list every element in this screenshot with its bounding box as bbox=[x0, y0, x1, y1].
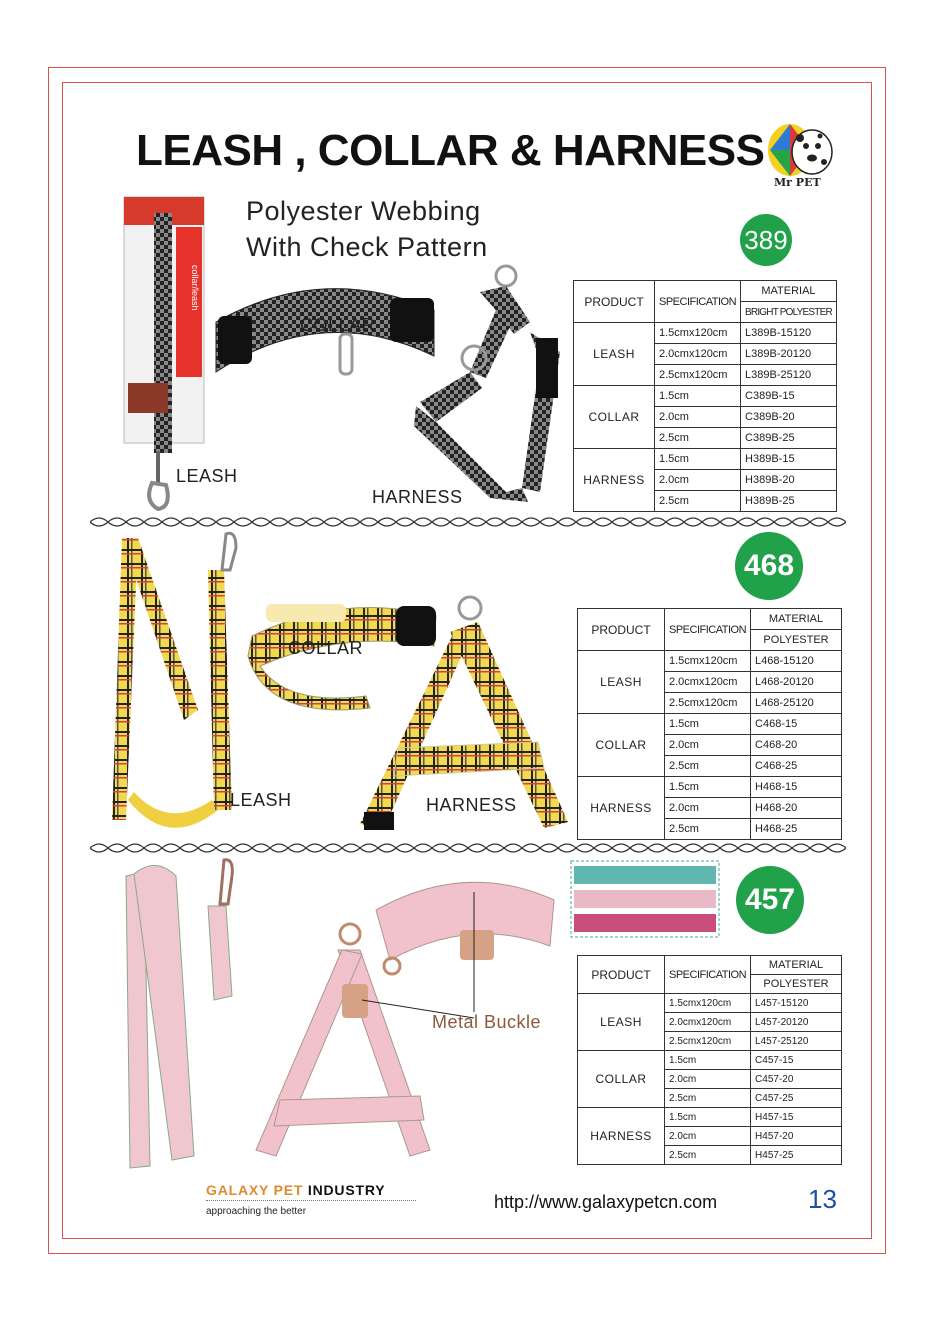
table-row bbox=[578, 1051, 842, 1070]
table-cell: C457-25 bbox=[751, 1089, 842, 1108]
table-cell: 2.0cm bbox=[665, 1127, 751, 1146]
section1-spec-table bbox=[573, 280, 837, 512]
table3-product-collar: COLLAR bbox=[578, 1051, 665, 1108]
table3-header-material: MATERIAL bbox=[751, 956, 842, 975]
section3-badge: 457 bbox=[736, 866, 804, 934]
table-cell: H468-15 bbox=[751, 777, 842, 798]
section2-collar-label: COLLAR bbox=[288, 638, 364, 658]
table-cell: 2.0cm bbox=[655, 470, 741, 491]
table-cell: 2.0cmx120cm bbox=[665, 672, 751, 693]
section3-buckle-label: Metal Buckle bbox=[432, 1012, 542, 1032]
table3-header-spec: SPECIFICATION bbox=[665, 956, 751, 994]
section1-collar-label: COLLAR bbox=[300, 315, 376, 335]
table-cell: 2.0cm bbox=[665, 1070, 751, 1089]
table2-product-collar: COLLAR bbox=[578, 714, 665, 777]
table1-header-material-sub: BRIGHT POLYESTER bbox=[741, 302, 837, 323]
table-cell: H389B-20 bbox=[741, 470, 837, 491]
table-cell: 2.0cmx120cm bbox=[665, 1013, 751, 1032]
logo-text: Mr PET bbox=[774, 176, 821, 189]
table-cell: 2.5cm bbox=[665, 1089, 751, 1108]
table-cell: H468-25 bbox=[751, 819, 842, 840]
section3-harness-image bbox=[250, 920, 440, 1160]
table1-product-harness: HARNESS bbox=[574, 449, 655, 512]
table2-header-material: MATERIAL bbox=[751, 609, 842, 630]
section1-subtitle-line1: Polyester Webbing bbox=[246, 196, 481, 226]
table-row bbox=[578, 1108, 842, 1127]
table-cell: 2.0cmx120cm bbox=[655, 344, 741, 365]
table2-header-product: PRODUCT bbox=[578, 609, 665, 651]
table-cell: C389B-15 bbox=[741, 386, 837, 407]
section2-leash-image bbox=[108, 530, 248, 836]
table-row bbox=[574, 449, 837, 470]
table-cell: L389B-20120 bbox=[741, 344, 837, 365]
section1-subtitle-line2: With Check Pattern bbox=[246, 232, 488, 262]
table-cell: 2.5cm bbox=[665, 819, 751, 840]
table-row bbox=[578, 651, 842, 672]
table-cell: L468-15120 bbox=[751, 651, 842, 672]
package-brand-text: collar/leash bbox=[190, 265, 200, 311]
table-cell: 1.5cm bbox=[665, 777, 751, 798]
table-cell: C389B-20 bbox=[741, 407, 837, 428]
table-row bbox=[574, 323, 837, 344]
table-cell: 1.5cmx120cm bbox=[665, 651, 751, 672]
table1-header-product: PRODUCT bbox=[574, 281, 655, 323]
footer-brand-orange: GALAXY PET bbox=[206, 1182, 304, 1198]
table1-header-spec: SPECIFICATION bbox=[655, 281, 741, 323]
table-cell: 2.5cmx120cm bbox=[665, 693, 751, 714]
page-number: 13 bbox=[808, 1184, 837, 1214]
table-cell: H389B-15 bbox=[741, 449, 837, 470]
section2-leash-label: LEASH bbox=[230, 790, 292, 810]
footer-url[interactable]: http://www.galaxypetcn.com bbox=[494, 1192, 718, 1212]
buckle-pointer-line bbox=[468, 892, 482, 1012]
table2-product-harness: HARNESS bbox=[578, 777, 665, 840]
section2-harness-label: HARNESS bbox=[426, 795, 517, 815]
table-cell: 1.5cmx120cm bbox=[655, 323, 741, 344]
table-cell: L457-20120 bbox=[751, 1013, 842, 1032]
table-cell: 2.5cmx120cm bbox=[655, 365, 741, 386]
table-cell: 1.5cm bbox=[665, 714, 751, 735]
section-divider bbox=[90, 842, 846, 854]
table-cell: L389B-15120 bbox=[741, 323, 837, 344]
table-row bbox=[578, 777, 842, 798]
table-cell: 1.5cmx120cm bbox=[665, 994, 751, 1013]
table-cell: 2.5cm bbox=[665, 756, 751, 777]
table3-header-product: PRODUCT bbox=[578, 956, 665, 994]
table3-header-material-sub: POLYESTER bbox=[751, 975, 842, 994]
table-cell: L468-25120 bbox=[751, 693, 842, 714]
table2-header-material-sub: POLYESTER bbox=[751, 630, 842, 651]
table-cell: 1.5cm bbox=[655, 386, 741, 407]
table-cell: 2.0cm bbox=[655, 407, 741, 428]
table-cell: 2.5cmx120cm bbox=[665, 1032, 751, 1051]
table-cell: H457-15 bbox=[751, 1108, 842, 1127]
table-cell: C468-25 bbox=[751, 756, 842, 777]
section2-badge: 468 bbox=[735, 532, 803, 600]
table-cell: L457-25120 bbox=[751, 1032, 842, 1051]
table2-product-leash: LEASH bbox=[578, 651, 665, 714]
table-cell: H389B-25 bbox=[741, 491, 837, 512]
table-cell: L389B-25120 bbox=[741, 365, 837, 386]
table2-header-spec: SPECIFICATION bbox=[665, 609, 751, 651]
table-cell: 1.5cm bbox=[665, 1051, 751, 1070]
footer-brand bbox=[206, 1182, 385, 1198]
section1-badge: 389 bbox=[740, 214, 792, 266]
table-cell: 1.5cm bbox=[655, 449, 741, 470]
table-cell: 1.5cm bbox=[665, 1108, 751, 1127]
table-cell: 2.5cm bbox=[655, 428, 741, 449]
section3-spec-table bbox=[577, 955, 842, 1165]
table-cell: C457-20 bbox=[751, 1070, 842, 1089]
section1-harness-label: HARNESS bbox=[372, 487, 463, 507]
table-cell: C468-20 bbox=[751, 735, 842, 756]
table-cell: H457-20 bbox=[751, 1127, 842, 1146]
table1-product-leash: LEASH bbox=[574, 323, 655, 386]
table-cell: 2.5cm bbox=[655, 491, 741, 512]
section1-leash-label: LEASH bbox=[176, 466, 238, 486]
table-cell: L468-20120 bbox=[751, 672, 842, 693]
footer-brand-black: INDUSTRY bbox=[307, 1182, 386, 1198]
table-cell: C468-15 bbox=[751, 714, 842, 735]
table3-product-leash: LEASH bbox=[578, 994, 665, 1051]
page-title: LEASH , COLLAR & HARNESS bbox=[136, 126, 765, 175]
table-cell: H457-25 bbox=[751, 1146, 842, 1165]
table-cell: 2.0cm bbox=[665, 735, 751, 756]
table-cell: L457-15120 bbox=[751, 994, 842, 1013]
table-cell: C389B-25 bbox=[741, 428, 837, 449]
table3-product-harness: HARNESS bbox=[578, 1108, 665, 1165]
section3-leash-image bbox=[116, 856, 246, 1172]
table-cell: C457-15 bbox=[751, 1051, 842, 1070]
table-row bbox=[574, 386, 837, 407]
table-cell: 2.5cm bbox=[665, 1146, 751, 1165]
footer-dotted-rule bbox=[206, 1200, 416, 1201]
table-row bbox=[578, 714, 842, 735]
section2-spec-table bbox=[577, 608, 842, 840]
section3-pattern-swatches bbox=[570, 860, 720, 938]
table-cell: H468-20 bbox=[751, 798, 842, 819]
footer-tagline: approaching the better bbox=[206, 1206, 307, 1217]
section1-harness-image bbox=[410, 262, 570, 512]
table1-header-material: MATERIAL bbox=[741, 281, 837, 302]
table-cell: 2.0cm bbox=[665, 798, 751, 819]
table-row bbox=[578, 994, 842, 1013]
table1-product-collar: COLLAR bbox=[574, 386, 655, 449]
section-divider bbox=[90, 516, 846, 528]
section1-leash-package-image bbox=[120, 193, 210, 513]
